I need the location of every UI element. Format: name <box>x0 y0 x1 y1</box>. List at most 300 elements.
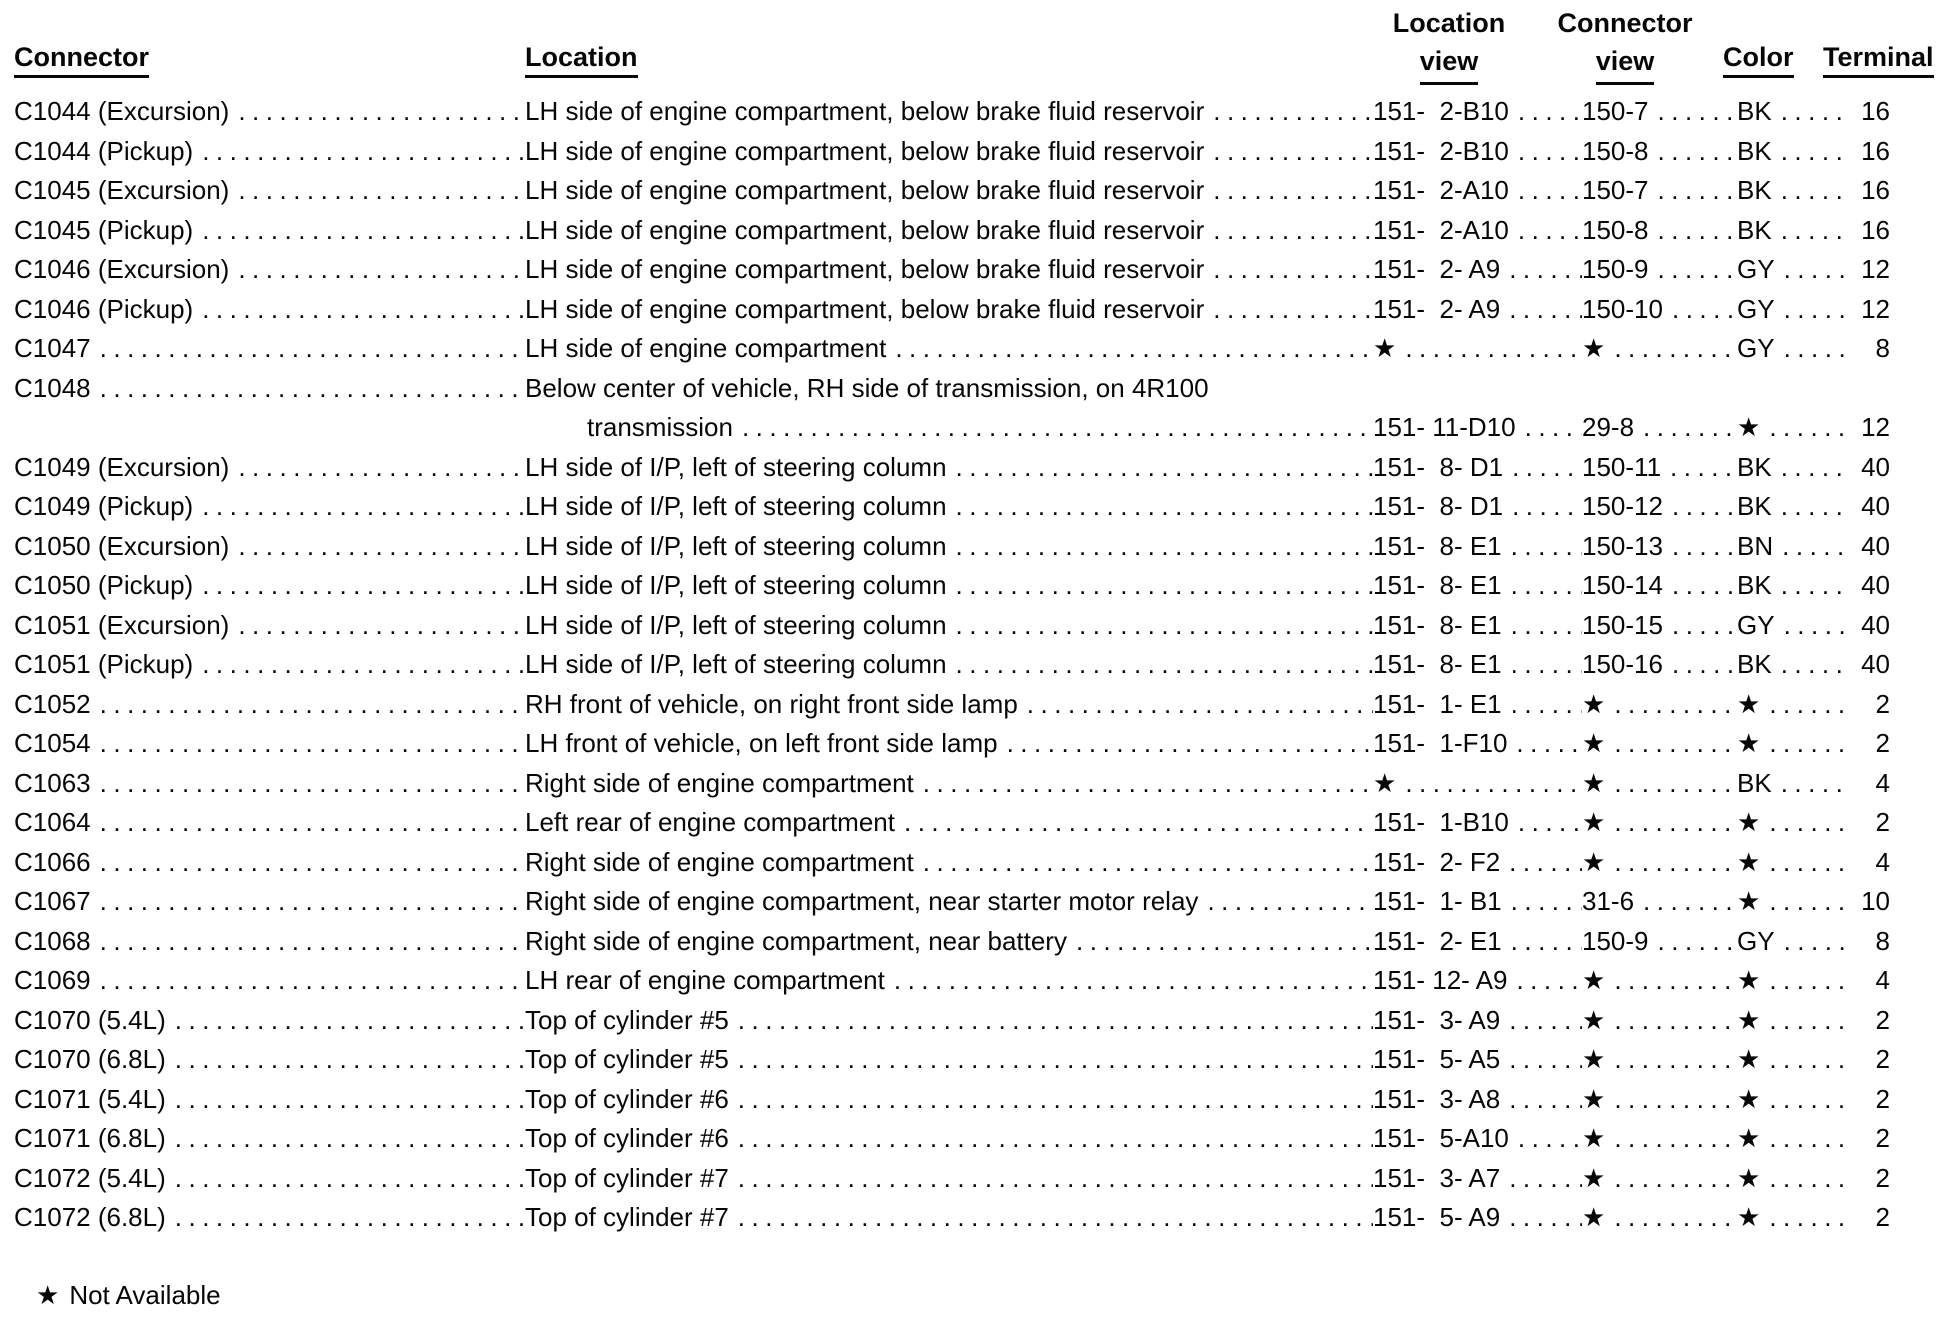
dot-leader <box>1507 961 1582 1001</box>
connector-id: C1070 (5.4L) <box>14 1004 166 1035</box>
color-value: BK <box>1737 491 1772 521</box>
dot-leader <box>1503 487 1582 527</box>
connector-id: C1068 <box>14 925 91 956</box>
header-color: Color <box>1723 42 1794 78</box>
terminal-value: 40 <box>1861 530 1890 561</box>
connector-view-value: 150-16 <box>1582 649 1663 679</box>
table-row <box>14 685 1892 725</box>
location-view-value: 151- 8- E1 <box>1373 530 1502 561</box>
connector-id: C1072 (6.8L) <box>14 1202 166 1232</box>
dot-leader <box>1760 882 1850 922</box>
dot-leader <box>1500 1001 1582 1041</box>
connector-id: C1049 (Excursion) <box>14 451 230 482</box>
connector-view-value: ★ <box>1582 965 1606 995</box>
connector-view-value: 29-8 <box>1582 412 1635 442</box>
terminal-value: 16 <box>1861 175 1890 205</box>
dot-leader <box>91 764 525 804</box>
table-row <box>14 961 1892 1001</box>
connector-id: C1050 (Pickup) <box>14 570 194 600</box>
dot-leader <box>193 132 525 172</box>
color-value: ★ <box>1737 1202 1761 1232</box>
location-view-value: 151- 8- D1 <box>1373 491 1504 521</box>
location-text: LH side of I/P, left of steering column <box>525 609 947 640</box>
dot-leader <box>229 250 525 290</box>
connector-view-value: 150-12 <box>1582 491 1663 521</box>
dot-leader <box>166 1080 525 1120</box>
connector-view-value: 150-15 <box>1582 609 1663 640</box>
dot-leader <box>91 724 525 764</box>
dot-leader <box>229 448 525 488</box>
color-value: BN <box>1737 530 1774 561</box>
color-value: ★ <box>1737 1004 1761 1035</box>
dot-leader <box>998 724 1373 764</box>
dot-leader <box>1605 1001 1737 1041</box>
connector-view-value: ★ <box>1582 1202 1606 1232</box>
dot-leader <box>1773 527 1850 567</box>
terminal-value: 8 <box>1875 333 1890 363</box>
color-value: ★ <box>1737 728 1761 758</box>
dot-leader <box>1775 606 1850 646</box>
location-view-value: 151- 5- A5 <box>1373 1044 1501 1074</box>
dot-leader <box>193 487 525 527</box>
dot-leader <box>1500 250 1582 290</box>
header-terminal: Terminal <box>1823 42 1934 78</box>
table-row <box>14 1159 1892 1199</box>
color-value: BK <box>1737 649 1772 679</box>
location-view-value: 151- 3- A8 <box>1373 1083 1501 1114</box>
connector-id: C1045 (Excursion) <box>14 175 230 205</box>
dot-leader <box>914 843 1373 883</box>
dot-leader <box>1775 290 1850 330</box>
dot-leader <box>1502 685 1582 725</box>
color-value: BK <box>1737 767 1772 798</box>
color-value: ★ <box>1737 1123 1761 1153</box>
connector-id: C1067 <box>14 886 91 916</box>
table-body <box>14 92 1892 1238</box>
location-view-value: 151- 1-F10 <box>1373 728 1508 758</box>
location-view-value: ★ <box>1373 767 1397 798</box>
terminal-value: 12 <box>1861 254 1890 284</box>
location-text: Left rear of engine compartment <box>525 807 895 837</box>
terminal-value: 2 <box>1875 1004 1890 1035</box>
connector-view-value: 150-9 <box>1582 254 1649 284</box>
location-text: LH side of engine compartment, below brake fluid reservoir <box>525 293 1205 324</box>
dot-leader <box>1634 882 1737 922</box>
table-row <box>14 764 1892 804</box>
color-value: GY <box>1737 254 1775 284</box>
location-view-value: 151- 8- E1 <box>1373 570 1502 600</box>
dot-leader <box>1775 922 1850 962</box>
location-text: LH side of I/P, left of steering column <box>525 451 947 482</box>
dot-leader <box>1605 1119 1737 1159</box>
location-text: Top of cylinder #6 <box>525 1083 729 1114</box>
dot-leader <box>1772 171 1850 211</box>
color-value: ★ <box>1737 886 1761 916</box>
dot-leader <box>1663 487 1737 527</box>
connector-view-value: ★ <box>1582 1004 1606 1035</box>
dot-leader <box>1649 250 1738 290</box>
location-view-value: 151- 1- E1 <box>1373 688 1502 719</box>
location-view-value: 151- 5- A9 <box>1373 1202 1501 1232</box>
location-text: LH side of engine compartment, below brake fluid reservoir <box>525 135 1205 166</box>
connector-view-value: ★ <box>1582 1044 1606 1074</box>
dot-leader <box>1509 132 1582 172</box>
connector-view-value: 150-10 <box>1582 293 1663 324</box>
table-header <box>0 0 1960 92</box>
connector-id: C1054 <box>14 728 91 758</box>
connector-id: C1066 <box>14 846 91 877</box>
dot-leader <box>1663 566 1737 606</box>
dot-leader <box>886 329 1373 369</box>
header-location: Location <box>525 42 638 78</box>
color-value: BK <box>1737 96 1772 126</box>
dot-leader <box>1760 1119 1850 1159</box>
location-text: Top of cylinder #5 <box>525 1044 729 1074</box>
dot-leader <box>1605 329 1737 369</box>
footnote-marker: ★ <box>36 1280 60 1310</box>
dot-leader <box>91 843 525 883</box>
terminal-value: 12 <box>1861 412 1890 442</box>
color-value: ★ <box>1737 688 1761 719</box>
location-text: Right side of engine compartment, near starter motor relay <box>525 886 1199 916</box>
connector-view-value: 150-8 <box>1582 214 1649 245</box>
dot-leader <box>1018 685 1373 725</box>
terminal-value: 10 <box>1861 886 1890 916</box>
table-row <box>14 1001 1892 1041</box>
table-row <box>14 1080 1892 1120</box>
dot-leader <box>1204 171 1373 211</box>
table-row <box>14 843 1892 883</box>
color-value: ★ <box>1737 1083 1761 1114</box>
dot-leader <box>229 606 525 646</box>
connector-id: C1047 <box>14 333 91 363</box>
connector-id: C1048 <box>14 372 91 403</box>
header-connector: Connector <box>14 42 149 78</box>
connector-id: C1049 (Pickup) <box>14 491 194 521</box>
connector-view-value: 31-6 <box>1582 886 1635 916</box>
dot-leader <box>166 1001 525 1041</box>
dot-leader <box>1605 685 1737 725</box>
dot-leader <box>729 1159 1373 1199</box>
location-view-value: 151- 2-A10 <box>1373 214 1509 245</box>
dot-leader <box>1198 882 1373 922</box>
connector-id: C1069 <box>14 965 91 995</box>
table-row <box>14 566 1892 606</box>
connector-id: C1045 (Pickup) <box>14 214 194 245</box>
dot-leader <box>729 1198 1373 1238</box>
dot-leader <box>729 1119 1373 1159</box>
header-location-view: Location view <box>1373 4 1525 85</box>
dot-leader <box>1500 290 1582 330</box>
dot-leader <box>166 1040 525 1080</box>
connector-view-value: ★ <box>1582 1083 1606 1114</box>
location-text: LH side of I/P, left of steering column <box>525 530 947 561</box>
table-row <box>14 645 1892 685</box>
connector-view-value: ★ <box>1582 333 1606 363</box>
dot-leader <box>1500 843 1582 883</box>
location-text: LH side of I/P, left of steering column <box>525 649 947 679</box>
location-text: Right side of engine compartment <box>525 767 914 798</box>
dot-leader <box>1649 211 1738 251</box>
dot-leader <box>1605 843 1737 883</box>
table-row <box>14 1040 1892 1080</box>
location-view-value: 151- 8- E1 <box>1373 649 1502 679</box>
connector-view-value: 150-7 <box>1582 96 1649 126</box>
location-text: LH side of I/P, left of steering column <box>525 570 947 600</box>
terminal-value: 2 <box>1875 728 1890 758</box>
dot-leader <box>1760 724 1850 764</box>
location-text: LH side of engine compartment, below brake fluid reservoir <box>525 96 1205 126</box>
location-text: LH side of engine compartment, below brake fluid reservoir <box>525 175 1205 205</box>
dot-leader <box>1502 882 1582 922</box>
dot-leader <box>1502 922 1582 962</box>
color-value: BK <box>1737 570 1772 600</box>
terminal-value: 40 <box>1861 491 1890 521</box>
dot-leader <box>1503 448 1582 488</box>
dot-leader <box>1502 566 1582 606</box>
dot-leader <box>1605 1040 1737 1080</box>
dot-leader <box>1649 92 1738 132</box>
dot-leader <box>229 92 525 132</box>
connector-id: C1046 (Pickup) <box>14 293 194 324</box>
dot-leader <box>1204 92 1373 132</box>
terminal-value: 40 <box>1861 451 1890 482</box>
location-view-value: 151- 2- A9 <box>1373 293 1501 324</box>
location-text: LH side of engine compartment, below brake fluid reservoir <box>525 214 1205 245</box>
connector-id: C1070 (6.8L) <box>14 1044 166 1074</box>
location-view-value: 151- 2- F2 <box>1373 846 1501 877</box>
connector-id: C1063 <box>14 767 91 798</box>
dot-leader <box>1605 1080 1737 1120</box>
dot-leader <box>1772 566 1850 606</box>
footnote-text: Not Available <box>69 1280 221 1310</box>
location-view-value: 151- 2- A9 <box>1373 254 1501 284</box>
dot-leader <box>1500 1159 1582 1199</box>
dot-leader <box>1500 1198 1582 1238</box>
terminal-value: 2 <box>1875 807 1890 837</box>
dot-leader <box>1772 132 1850 172</box>
dot-leader <box>1772 645 1850 685</box>
connector-view-value: ★ <box>1582 1162 1606 1193</box>
terminal-value: 16 <box>1861 96 1890 126</box>
location-view-value: 151- 2-A10 <box>1373 175 1509 205</box>
table-row <box>14 882 1892 922</box>
dot-leader <box>947 527 1373 567</box>
terminal-value: 4 <box>1875 846 1890 877</box>
dot-leader <box>91 803 525 843</box>
dot-leader <box>229 527 525 567</box>
terminal-value: 4 <box>1875 965 1890 995</box>
location-view-value: 151- 8- E1 <box>1373 609 1502 640</box>
dot-leader <box>1760 961 1850 1001</box>
connector-view-value: ★ <box>1582 767 1606 798</box>
dot-leader <box>914 764 1373 804</box>
color-value: BK <box>1737 451 1772 482</box>
terminal-value: 2 <box>1875 1202 1890 1232</box>
location-view-value: 151- 3- A7 <box>1373 1162 1501 1193</box>
location-view-value: 151- 8- D1 <box>1373 451 1504 482</box>
color-value: BK <box>1737 214 1772 245</box>
connector-view-value: 150-9 <box>1582 925 1649 956</box>
color-value: GY <box>1737 925 1775 956</box>
table-row <box>14 92 1892 132</box>
connector-id: C1046 (Excursion) <box>14 254 230 284</box>
dot-leader <box>1634 408 1737 448</box>
dot-leader <box>729 1001 1373 1041</box>
table-row <box>14 132 1892 172</box>
table-row <box>14 1119 1892 1159</box>
connector-id: C1050 (Excursion) <box>14 530 230 561</box>
table-row <box>14 803 1892 843</box>
connector-id: C1052 <box>14 688 91 719</box>
connector-view-value: ★ <box>1582 728 1606 758</box>
dot-leader <box>1509 803 1582 843</box>
dot-leader <box>947 448 1373 488</box>
location-text: LH side of engine compartment <box>525 333 887 363</box>
table-row <box>14 290 1892 330</box>
location-view-value: 151- 11-D10 <box>1373 412 1516 442</box>
terminal-value: 2 <box>1875 1162 1890 1193</box>
location-text: LH rear of engine compartment <box>525 965 885 995</box>
dot-leader <box>91 922 525 962</box>
dot-leader <box>729 1080 1373 1120</box>
table-row <box>14 922 1892 962</box>
color-value: ★ <box>1737 1162 1761 1193</box>
table-row <box>14 527 1892 567</box>
dot-leader <box>1772 448 1850 488</box>
dot-leader <box>1760 408 1850 448</box>
location-text: Right side of engine compartment, near battery <box>525 925 1067 956</box>
connector-view-value: 150-14 <box>1582 570 1663 600</box>
dot-leader <box>1204 250 1373 290</box>
connector-id: C1044 (Excursion) <box>14 96 230 126</box>
connector-view-value: ★ <box>1582 688 1606 719</box>
dot-leader <box>193 290 525 330</box>
dot-leader <box>1760 1159 1850 1199</box>
dot-leader <box>895 803 1373 843</box>
table-row <box>14 369 1892 409</box>
terminal-value: 4 <box>1875 767 1890 798</box>
dot-leader <box>947 566 1373 606</box>
location-text: LH front of vehicle, on left front side lamp <box>525 728 998 758</box>
dot-leader <box>947 606 1373 646</box>
dot-leader <box>947 487 1373 527</box>
dot-leader <box>1760 1040 1850 1080</box>
dot-leader <box>166 1198 525 1238</box>
dot-leader <box>733 408 1373 448</box>
table-row <box>14 487 1892 527</box>
dot-leader <box>1509 92 1582 132</box>
dot-leader <box>1204 211 1373 251</box>
color-value: BK <box>1737 135 1772 166</box>
table-row <box>14 211 1892 251</box>
connector-view-value: 150-8 <box>1582 135 1649 166</box>
location-view-value: 151- 2-B10 <box>1373 135 1509 166</box>
dot-leader <box>1760 1080 1850 1120</box>
dot-leader <box>91 685 525 725</box>
color-value: ★ <box>1737 1044 1761 1074</box>
location-view-value: 151- 3- A9 <box>1373 1004 1501 1035</box>
dot-leader <box>1661 448 1737 488</box>
dot-leader <box>1509 211 1582 251</box>
dot-leader <box>1760 843 1850 883</box>
dot-leader <box>1396 329 1582 369</box>
dot-leader <box>1649 171 1738 211</box>
terminal-value: 16 <box>1861 214 1890 245</box>
terminal-value: 2 <box>1875 1123 1890 1153</box>
terminal-value: 2 <box>1875 1044 1890 1074</box>
dot-leader <box>1663 645 1737 685</box>
dot-leader <box>1775 250 1850 290</box>
table-row <box>14 724 1892 764</box>
terminal-value: 40 <box>1861 609 1890 640</box>
location-text: Top of cylinder #7 <box>525 1162 729 1193</box>
dot-leader <box>1772 211 1850 251</box>
location-text: Below center of vehicle, RH side of transmission, on 4R100 <box>525 372 1209 403</box>
location-text: Right side of engine compartment <box>525 846 914 877</box>
dot-leader <box>193 645 525 685</box>
dot-leader <box>885 961 1373 1001</box>
dot-leader <box>1502 645 1582 685</box>
location-text: LH side of engine compartment, below brake fluid reservoir <box>525 254 1205 284</box>
location-view-value: 151- 2- E1 <box>1373 925 1502 956</box>
dot-leader <box>166 1159 525 1199</box>
connector-view-value: 150-13 <box>1582 530 1663 561</box>
dot-leader <box>1605 1159 1737 1199</box>
connector-id: C1064 <box>14 807 91 837</box>
dot-leader <box>1509 1119 1582 1159</box>
table-row-continued <box>14 408 1892 448</box>
dot-leader <box>1516 408 1582 448</box>
dot-leader <box>91 961 525 1001</box>
terminal-value: 2 <box>1875 688 1890 719</box>
color-value: BK <box>1737 175 1772 205</box>
dot-leader <box>1500 1080 1582 1120</box>
connector-view-value: ★ <box>1582 1123 1606 1153</box>
table-row <box>14 1198 1892 1238</box>
terminal-value: 12 <box>1861 293 1890 324</box>
dot-leader <box>1605 764 1737 804</box>
table-row <box>14 448 1892 488</box>
dot-leader <box>1663 290 1737 330</box>
color-value: ★ <box>1737 412 1761 442</box>
dot-leader <box>1760 1001 1850 1041</box>
location-view-value: 151- 2-B10 <box>1373 96 1509 126</box>
location-view-value: 151- 5-A10 <box>1373 1123 1509 1153</box>
dot-leader <box>1772 764 1850 804</box>
dot-leader <box>91 369 525 409</box>
location-view-value: ★ <box>1373 333 1397 363</box>
dot-leader <box>91 882 525 922</box>
dot-leader <box>1605 1198 1737 1238</box>
connector-id: C1044 (Pickup) <box>14 135 194 166</box>
terminal-value: 8 <box>1875 925 1890 956</box>
location-text: RH front of vehicle, on right front side lamp <box>525 688 1018 719</box>
dot-leader <box>1760 685 1850 725</box>
location-view-value: 151- 1- B1 <box>1373 886 1502 916</box>
dot-leader <box>229 171 525 211</box>
dot-leader <box>1605 803 1737 843</box>
connector-id: C1051 (Excursion) <box>14 609 230 640</box>
dot-leader <box>1067 922 1373 962</box>
terminal-value: 40 <box>1861 570 1890 600</box>
dot-leader <box>1663 527 1737 567</box>
color-value: GY <box>1737 333 1775 363</box>
location-text-continued: transmission <box>587 412 733 442</box>
color-value: ★ <box>1737 846 1761 877</box>
color-value: GY <box>1737 609 1775 640</box>
dot-leader <box>1663 606 1737 646</box>
